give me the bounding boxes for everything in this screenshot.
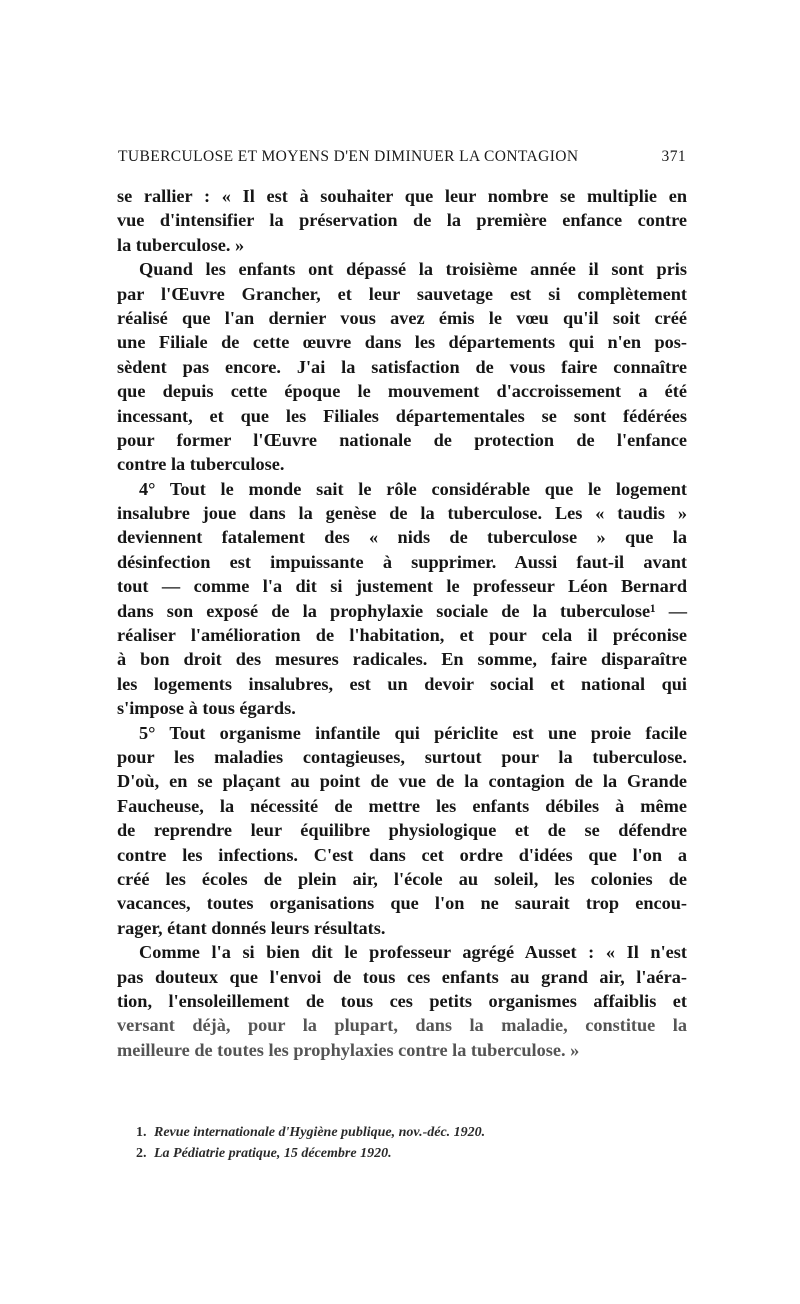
- text-line: que depuis cette époque le mouvement d'accroissement a été: [117, 381, 687, 402]
- text-line: pour former l'Œuvre nationale de protection de l'enfance: [117, 429, 687, 450]
- text-line: vue d'intensifier la préservation de la première enfance contre: [117, 210, 687, 231]
- text-line: se rallier : « Il est à souhaiter que leur nombre se multiplie en: [117, 186, 687, 206]
- footnote: [136, 1122, 686, 1143]
- footnote-text: La Pédiatrie pratique, 15 décembre 1920.: [154, 1146, 392, 1161]
- text-line: par l'Œuvre Grancher, et leur sauvetage est si complètement: [117, 283, 687, 304]
- text-line: s'impose à tous égards.: [117, 698, 296, 719]
- text-line: dans son exposé de la prophylaxie sociale de la tuberculose¹ —: [117, 600, 687, 621]
- text-line: 5° Tout organisme infantile qui périclite est une proie facile: [139, 722, 687, 743]
- running-title: TUBERCULOSE ET MOYENS D'EN DIMINUER LA CONTAGION: [118, 148, 579, 165]
- text-line: Faucheuse, la nécessité de mettre les enfants débiles à même: [117, 795, 687, 816]
- text-line: contre la tuberculose.: [117, 454, 285, 475]
- text-line: rager, étant donnés leurs résultats.: [117, 917, 386, 938]
- page-number: 371: [661, 148, 686, 165]
- text-line: vacances, toutes organisations que l'on ne saurait trop encou-: [117, 893, 687, 914]
- text-line: réalisé que l'an dernier vous avez émis le vœu qu'il soit créé: [117, 307, 687, 328]
- text-line: Comme l'a si bien dit le professeur agrégé Ausset : « Il n'est: [139, 942, 687, 963]
- text-line: versant déjà, pour la plupart, dans la maladie, constitue la: [117, 1015, 687, 1036]
- footnote-number: 1.: [136, 1125, 147, 1140]
- text-line: pour les maladies contagieuses, surtout pour la tuberculose.: [117, 746, 687, 767]
- text-line: les logements insalubres, est un devoir social et national qui: [117, 673, 687, 694]
- text-line: D'où, en se plaçant au point de vue de la contagion de la Grande: [117, 771, 687, 792]
- text-line: insalubre joue dans la genèse de la tuberculose. Les « taudis »: [117, 503, 687, 524]
- text-line: deviennent fatalement des « nids de tuberculose » que la: [117, 527, 687, 548]
- text-line: la tuberculose. »: [117, 234, 245, 255]
- footnote-text: Revue internationale d'Hygiène publique, nov.-déc. 1920.: [154, 1125, 486, 1140]
- text-line: une Filiale de cette œuvre dans les départements qui n'en pos-: [117, 332, 687, 353]
- text-line: pas douteux que l'envoi de tous ces enfants au grand air, l'aéra-: [117, 966, 687, 987]
- text-line: Quand les enfants ont dépassé la troisième année il sont pris: [139, 259, 687, 280]
- footnote: [136, 1143, 686, 1164]
- body-text: [117, 184, 687, 1062]
- text-line: 4° Tout le monde sait le rôle considérable que le logement: [139, 478, 687, 499]
- text-line: tion, l'ensoleillement de tous ces petits organismes affaiblis et: [117, 990, 687, 1011]
- text-line: créé les écoles de plein air, l'école au soleil, les colonies de: [117, 868, 687, 889]
- text-line: meilleure de toutes les prophylaxies contre la tuberculose. »: [117, 1039, 580, 1060]
- text-line: contre les infections. C'est dans cet ordre d'idées que l'on a: [117, 844, 687, 865]
- text-line: désinfection est impuissante à supprimer. Aussi faut-il avant: [117, 551, 687, 572]
- text-line: tout — comme l'a dit si justement le professeur Léon Bernard: [117, 576, 687, 597]
- text-line: incessant, et que les Filiales départementales se sont fédérées: [117, 405, 687, 426]
- footnotes: [136, 1122, 686, 1164]
- text-line: de reprendre leur équilibre physiologique et de se défendre: [117, 820, 687, 841]
- text-line: réaliser l'amélioration de l'habitation, et pour cela il préconise: [117, 625, 687, 646]
- text-line: sèdent pas encore. J'ai la satisfaction de vous faire connaître: [117, 356, 687, 377]
- running-header: [118, 148, 686, 172]
- footnote-number: 2.: [136, 1146, 147, 1161]
- text-line: à bon droit des mesures radicales. En somme, faire disparaître: [117, 649, 687, 670]
